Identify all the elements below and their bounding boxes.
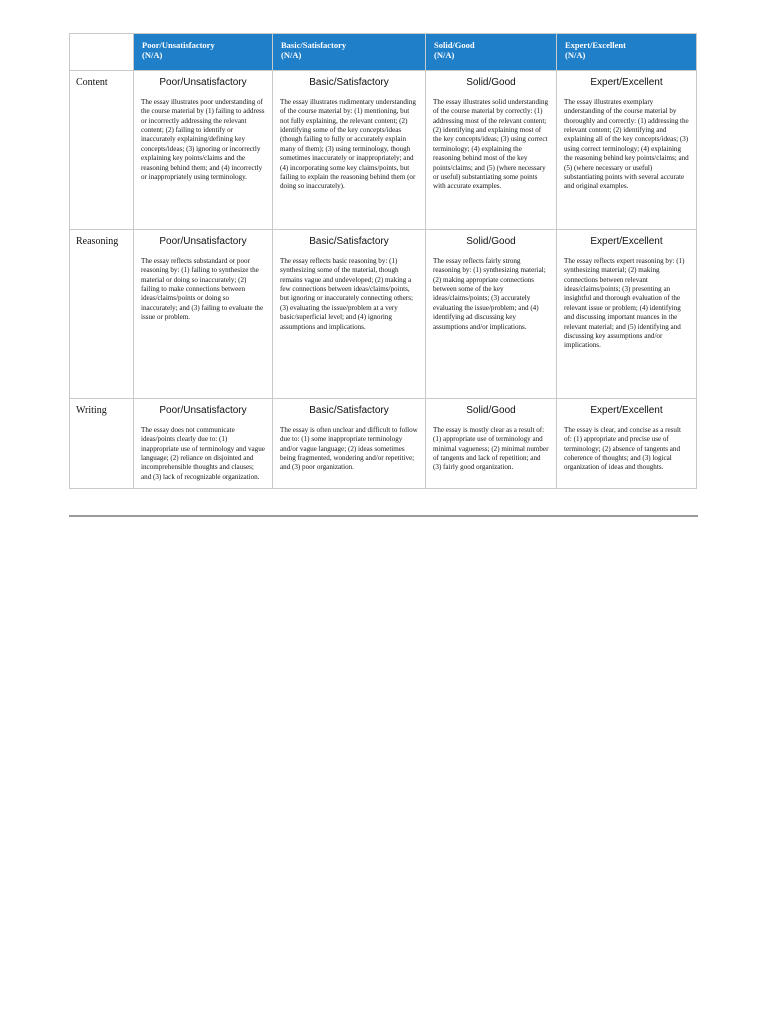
- cell-text: The essay illustrates solid understanding of the course material by correctly: (1) addressing most of the relevant content; (2) identifying and explaining most of the key concepts/ideas; (3) using correct terminology; (4) explaining the reasoning behind most of the key points/claims; and (5) (where necessary or useful) substantiating some points with accurate examples.: [433, 98, 549, 191]
- cell-text: The essay reflects fairly strong reasoning by: (1) synthesizing material; (2) making appropriate connections between some of the key ideas/claims/points; (3) accurately evaluating the issue/problem; and (4) identifying ad discussing key assumptions and/or implications.: [433, 257, 546, 331]
- cell-text: The essay illustrates poor understanding of the course material by (1) failing to address or incorrectly addressing the relevant content; (2) failing to identify or inaccurately explaining/defining key concepts/ideas; (3) ignoring or incorrectly explaining key points/claims and the reasoning behind them; and (4) incorrectly or inappropriately using terminology.: [141, 98, 265, 181]
- cell-text: The essay illustrates rudimentary understanding of the course material by: (1) mentioning, but not fully explaining, the relevant content; (2) identifying some of the key concepts/ideas (though failing to fully or accurately explain many of them); (3) using terminology, though sometimes inaccurately or inappropriately; and (4) incorporating some key claims/points, but failing to explain the reasoning behind them (or doing so inaccurately).: [280, 98, 416, 191]
- rubric-cell: [273, 71, 426, 230]
- cell-title: Poor/Unsatisfactory: [159, 77, 247, 88]
- cell-text: The essay is clear, and concise as a result of: (1) appropriate and precise use of terminology; (2) absence of tangents and coherence of thoughts; and (3) logical organization of ideas and thoughts.: [564, 426, 681, 472]
- rubric-row-content: [70, 71, 697, 230]
- rubric-row-reasoning: [70, 230, 697, 399]
- header-corner-cell: [70, 34, 134, 71]
- rubric-cell: [557, 230, 697, 399]
- cell-text: The essay reflects expert reasoning by: (1) synthesizing material; (2) making connections between relevant ideas/claims/points; (3) presenting an insightful and thorough evaluation of the relevant issue or problem; (4) identifying and discussing important nuances in the relevant material; and (5) identifying and discussing key assumptions and/or implications.: [564, 257, 685, 350]
- header-sub: (N/A): [565, 49, 586, 60]
- cell-text: The essay is mostly clear as a result of: (1) appropriate use of terminology and minimal vagueness; (2) minimal number of tangents and lack of repetition; and (3) fairly good organization.: [433, 426, 549, 472]
- row-label-reasoning: Reasoning: [70, 230, 134, 399]
- cell-title: Solid/Good: [466, 77, 516, 88]
- cell-title: Expert/Excellent: [590, 236, 663, 247]
- cell-title: Basic/Satisfactory: [309, 77, 389, 88]
- rubric-cell: [134, 399, 273, 489]
- cell-title: Expert/Excellent: [590, 77, 663, 88]
- header-expert: [557, 34, 697, 71]
- header-label: Solid/Good: [434, 40, 475, 50]
- rubric-table: [69, 33, 697, 489]
- cell-title: Basic/Satisfactory: [309, 236, 389, 247]
- rubric-cell: [426, 71, 557, 230]
- cell-title: Poor/Unsatisfactory: [159, 405, 247, 416]
- rubric-cell: [273, 399, 426, 489]
- cell-text: The essay is often unclear and difficult to follow due to: (1) some inappropriate terminology and/or vague language; (2) ideas sometimes being fragmented, wondering and/or repetitive; and (3) poor organization.: [280, 426, 418, 472]
- cell-text: The essay reflects basic reasoning by: (1) synthesizing some of the material, though remains vague and undeveloped; (2) making a few connections between ideas/claims/points, but ignoring or inaccurately connecting others; (3) evaluating the issue/problem at a very basic/superficial level; and (4) ignoring assumptions and implications.: [280, 257, 413, 331]
- rubric-cell: [557, 71, 697, 230]
- rubric-cell: [134, 230, 273, 399]
- header-basic: [273, 34, 426, 71]
- row-label-writing: Writing: [70, 399, 134, 489]
- table-bottom-rule: [69, 515, 698, 517]
- header-sub: (N/A): [434, 49, 455, 60]
- cell-text: The essay does not communicate ideas/points clearly due to: (1) inappropriate use of terminology and vague language; (2) reliance on disjointed and incomprehensible thoughts and clauses; and (3) lack of recognizable organization.: [141, 426, 265, 481]
- rubric-cell: [273, 230, 426, 399]
- header-label: Expert/Excellent: [565, 40, 626, 50]
- cell-text: The essay illustrates exemplary understanding of the course material by thoroughly and correctly: (1) addressing the relevant content; (2) identifying and explaining all of the key concepts/ideas; (3) using correct terminology; (4) explaining the reasoning behind key points/claims; and (5) (where necessary or useful) substantiating points with several accurate and original examples.: [564, 98, 689, 191]
- rubric-cell: [134, 71, 273, 230]
- row-label-content: Content: [70, 71, 134, 230]
- header-label: Basic/Satisfactory: [281, 40, 347, 50]
- rubric-cell: [426, 230, 557, 399]
- rubric-row-writing: [70, 399, 697, 489]
- header-label: Poor/Unsatisfactory: [142, 40, 215, 50]
- cell-title: Poor/Unsatisfactory: [159, 236, 247, 247]
- header-solid: [426, 34, 557, 71]
- header-sub: (N/A): [142, 49, 163, 60]
- rubric-cell: [426, 399, 557, 489]
- cell-title: Basic/Satisfactory: [309, 405, 389, 416]
- header-sub: (N/A): [281, 49, 302, 60]
- header-row: [70, 34, 697, 71]
- cell-text: The essay reflects substandard or poor reasoning by: (1) failing to synthesize the material or doing so inaccurately; (2) failing to make connections between ideas/claims/points or doing so inaccurately; and (3) failing to evaluate the issue or problem.: [141, 257, 264, 322]
- header-poor: [134, 34, 273, 71]
- cell-title: Solid/Good: [466, 405, 516, 416]
- cell-title: Solid/Good: [466, 236, 516, 247]
- cell-title: Expert/Excellent: [590, 405, 663, 416]
- rubric-cell: [557, 399, 697, 489]
